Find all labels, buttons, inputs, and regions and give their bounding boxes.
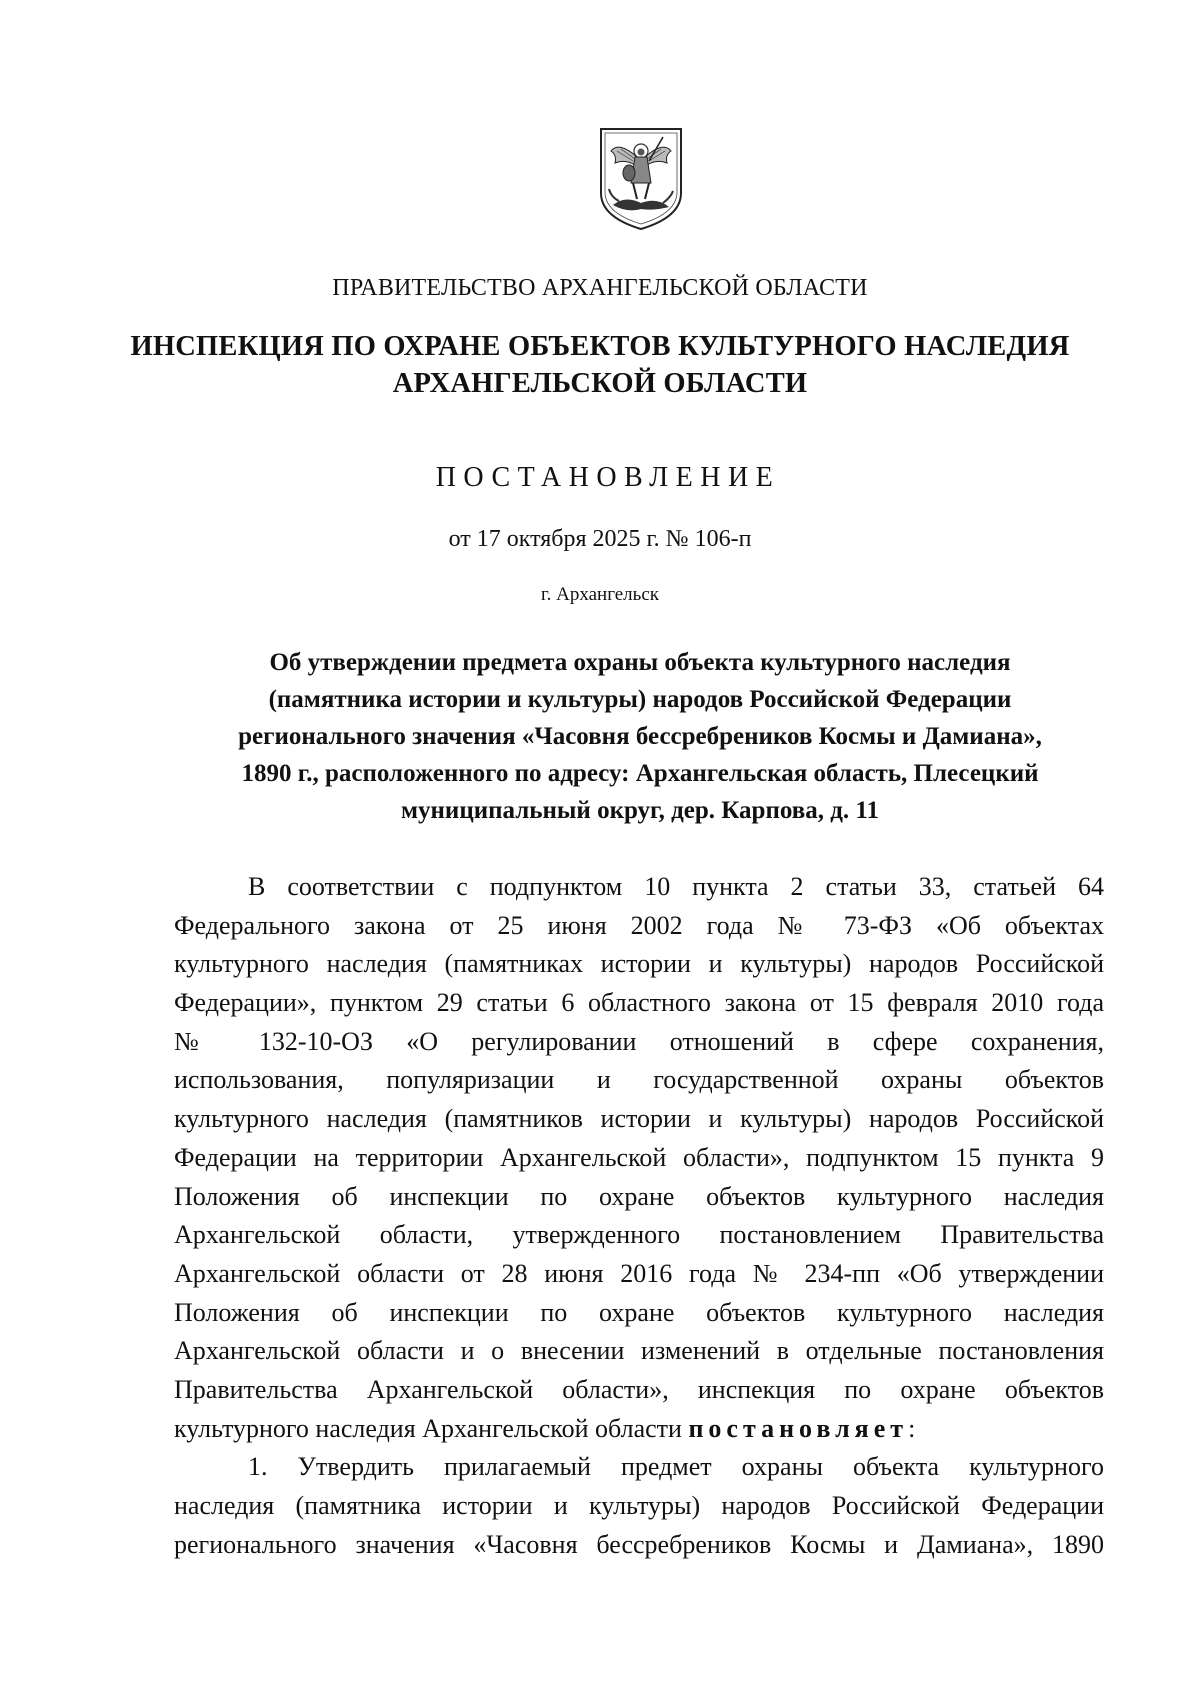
- preamble-line: В соответствии с подпунктом 10 пункта 2 статьи 33, статьей 64: [248, 872, 1104, 901]
- document-date-number: от 17 октября 2025 г. № 106-п: [448, 526, 752, 552]
- preamble-line: использования, популяризации и государственной охраны объектов: [174, 1065, 1104, 1095]
- preamble-line-final: [174, 1410, 1104, 1449]
- preamble-line: № 132-10-ОЗ «О регулировании отношений в сфере сохранения,: [174, 1026, 1104, 1056]
- document-type: ПОСТАНОВЛЕНИЕ: [435, 462, 781, 493]
- preamble-line: Положения об инспекции по охране объектов культурного наследия: [174, 1181, 1104, 1211]
- preamble-line: Архангельской области и о внесении изменений в отдельные постановления: [174, 1336, 1104, 1366]
- title-line: регионального значения «Часовня бессребреников Космы и Дамиана»,: [238, 723, 1042, 750]
- title-line: Об утверждении предмета охраны объекта культурного наследия: [269, 649, 1011, 676]
- resolves-colon: :: [908, 1413, 916, 1443]
- document-city: г. Архангельск: [540, 584, 659, 605]
- preamble-line: культурного наследия (памятников истории и культуры) народов Российской: [174, 1104, 1104, 1134]
- government-name: ПРАВИТЕЛЬСТВО АРХАНГЕЛЬСКОЙ ОБЛАСТИ: [332, 275, 868, 301]
- preamble-line: Архангельской области от 28 июня 2016 года № 234-пп «Об утверждении: [174, 1258, 1104, 1288]
- preamble-final-text: культурного наследия Архангельской области: [174, 1413, 682, 1443]
- resolves-word: постановляет: [688, 1413, 909, 1443]
- preamble-line: Федерации на территории Архангельской области», подпунктом 15 пункта 9: [174, 1142, 1104, 1172]
- title-line: муниципальный округ, дер. Карпова, д. 11: [400, 797, 879, 824]
- title-line: 1890 г., расположенного по адресу: Архангельская область, Плесецкий: [241, 760, 1039, 787]
- preamble-line: Федерального закона от 25 июня 2002 года № 73-ФЗ «Об объектах: [174, 910, 1104, 940]
- title-line: (памятника истории и культуры) народов Российской Федерации: [268, 686, 1012, 713]
- preamble-line: Архангельской области, утвержденного постановлением Правительства: [174, 1220, 1104, 1250]
- preamble-line: культурного наследия (памятниках истории и культуры) народов Российской: [174, 949, 1104, 979]
- preamble-line: Положения об инспекции по охране объектов культурного наследия: [174, 1297, 1104, 1327]
- document-body: [174, 868, 1104, 1564]
- issuing-authority-line-1: ИНСПЕКЦИЯ ПО ОХРАНЕ ОБЪЕКТОВ КУЛЬТУРНОГО НАСЛЕДИЯ: [130, 331, 1070, 362]
- document-title: [170, 644, 1110, 829]
- item-line: наследия (памятника истории и культуры) народов Российской Федерации: [174, 1491, 1104, 1520]
- preamble-line: Федерации», пунктом 29 статьи 6 областного закона от 15 февраля 2010 года: [174, 988, 1104, 1018]
- item-line: 1. Утвердить прилагаемый предмет охраны объекта культурного: [248, 1452, 1104, 1482]
- item-line: регионального значения «Часовня бессребреников Космы и Дамиана», 1890: [174, 1529, 1104, 1559]
- item-1-paragraph: [174, 1448, 1104, 1564]
- issuing-authority-line-2: АРХАНГЕЛЬСКОЙ ОБЛАСТИ: [392, 368, 808, 399]
- preamble-line: Правительства Архангельской области», инспекция по охране объектов: [174, 1374, 1104, 1404]
- coat-of-arms-icon: [597, 125, 685, 233]
- preamble-paragraph: [174, 868, 1104, 1448]
- issuing-authority: [0, 328, 1200, 402]
